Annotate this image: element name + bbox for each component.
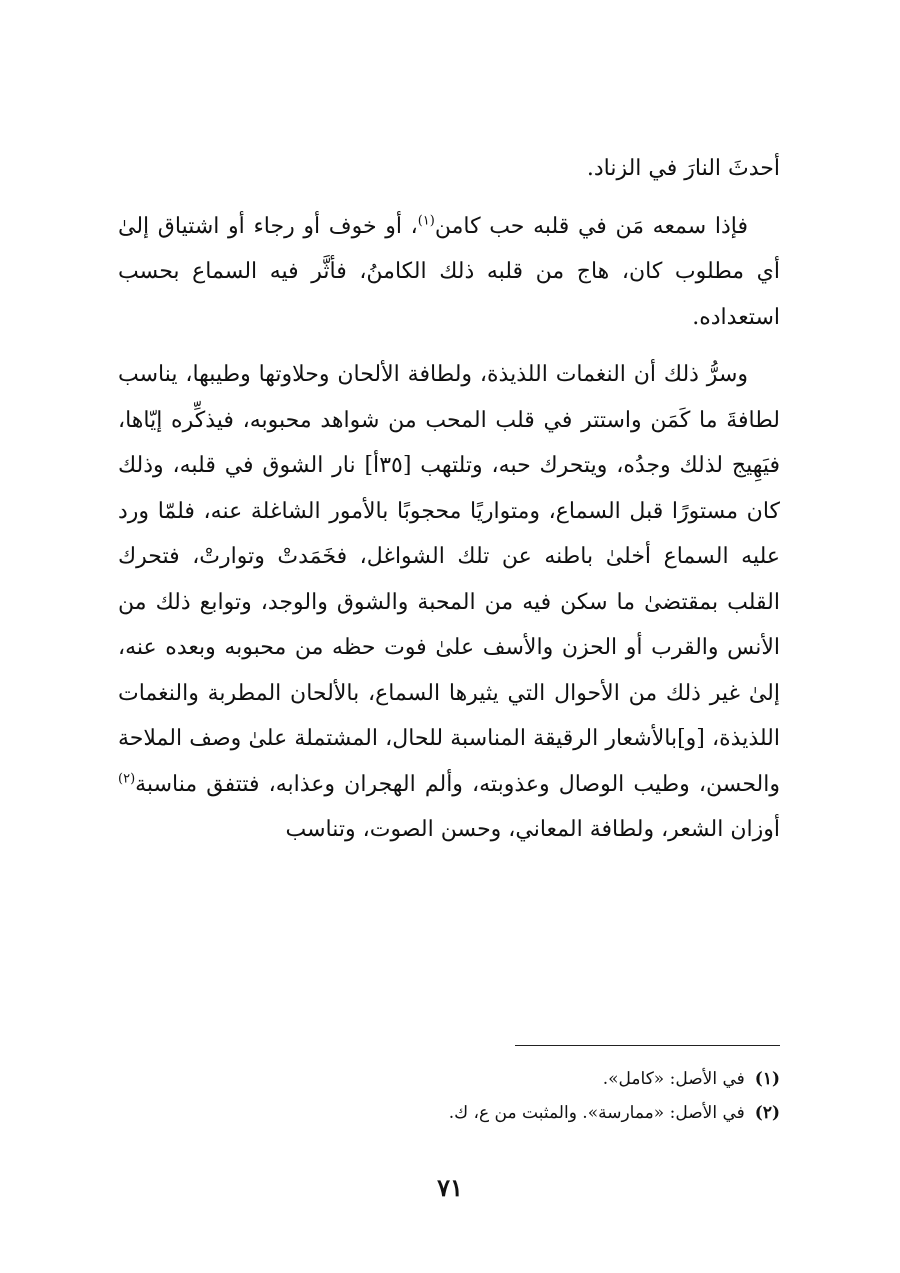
footnote-2-text: في الأصل: «ممارسة». والمثبت من ع، ك. <box>448 1103 745 1123</box>
footnotes <box>118 1062 780 1130</box>
paragraph-2 <box>118 204 780 341</box>
footnote-1-text: في الأصل: «كامل». <box>602 1069 745 1089</box>
footnote-1-number: (١) <box>754 1069 780 1089</box>
footnote-2 <box>118 1096 780 1130</box>
footnote-separator <box>515 1045 780 1046</box>
footnote-1 <box>118 1062 780 1096</box>
paragraph-2-text-a: فإذا سمعه مَن في قلبه حب كامن <box>434 213 748 239</box>
footnote-2-number: (٢) <box>754 1103 780 1123</box>
footnote-ref-2[interactable]: (٢) <box>118 771 136 787</box>
paragraph-3-text-b: أوزان الشعر، ولطافة المعاني، وحسن الصوت، وتناسب <box>285 817 780 842</box>
main-text <box>118 146 780 865</box>
paragraph-3 <box>118 352 780 853</box>
footnote-ref-1[interactable]: (١) <box>417 213 435 229</box>
paragraph-2-text-b: ، أو خوف أو رجاء أو اشتياق إلىٰ أي مطلوب كان، هاج من قلبه ذلك الكامنُ، فأثَّر فيه السماع بحسب استعداده. <box>118 213 780 330</box>
paragraph-3-text-a: وسرُّ ذلك أن النغمات اللذيذة، ولطافة الألحان وحلاوتها وطيبها، يناسب لطافةَ ما كَمَن واستتر في قلب المحب من شواهد محبوبه، فيذكِّره إيّاها، فيَهِيج لذلك وجدُه، ويتحرك حبه، وتلتهب [٣٥أ] نار الشوق في قلبه، وذلك كان مستورًا قبل السماع، ومتواريًا محجوبًا بالأمور الشاغلة عنه، فلمّا ورد عليه السماع أخلىٰ باطنه عن تلك الشواغل، فخَمَدتْ وتوارتْ، فتحرك القلب بمقتضىٰ ما سكن فيه من المحبة والشوق والوجد، وتوابع ذلك من الأنس والقرب أو الحزن والأسف علىٰ فوت حظه من محبوبه وبعده عنه، إلىٰ غير ذلك من الأحوال التي يثيرها السماع، بالألحان المطربة والنغمات اللذيذة، [و]بالأشعار الرقيقة المناسبة للحال، المشتملة علىٰ وصف الملاحة والحسن، وطيب الوصال وعذوبته، وألم الهجران وعذابه، فتتفق مناسبة <box>118 362 781 797</box>
paragraph-1: أحدثَ النارَ في الزناد. <box>586 156 780 181</box>
page-number: ٧١ <box>437 1173 463 1202</box>
